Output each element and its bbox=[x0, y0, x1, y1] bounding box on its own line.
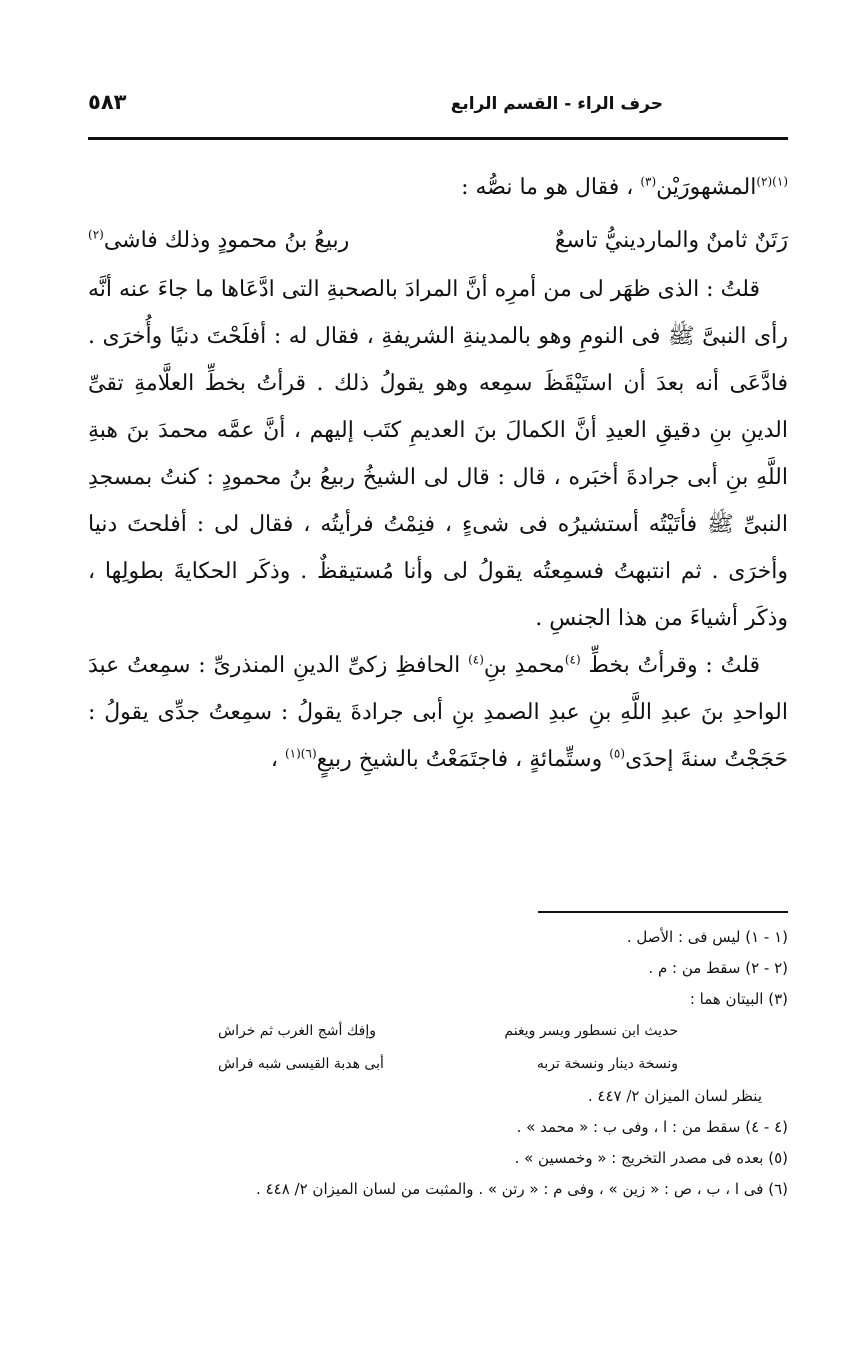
footnote-4: (٤ - ٤) سقط من : ا ، وفى ب : « محمد » . bbox=[516, 1118, 788, 1136]
footnote-3: (٣) البيتان هما : bbox=[689, 990, 788, 1008]
footnote-6: (٦) فى ا ، ب ، ص : « زين » ، وفى م : « رتن » . والمثبت من لسان الميزان ٢/ ٤٤٨ . bbox=[256, 1180, 788, 1198]
poem-verse bbox=[88, 217, 788, 264]
footnote-verse-1-a: حديث ابن نسطور ويسر ويغنم bbox=[504, 1023, 678, 1039]
header-rule bbox=[88, 137, 788, 140]
footnote-marker: (٥) bbox=[609, 746, 626, 761]
footnote-2: (٢ - ٢) سقط من : م . bbox=[648, 959, 788, 977]
footnote-verse-2 bbox=[88, 1048, 788, 1081]
footnote-marker: (٤) bbox=[564, 652, 581, 667]
footnote-verse-1-b: وإفك أشج الغرب ثم خراش bbox=[218, 1023, 376, 1039]
footnotes bbox=[88, 922, 788, 1205]
paragraph-2-end: ، bbox=[270, 747, 278, 772]
footnote-marker: (١)(٢) bbox=[756, 174, 788, 189]
intro-word: المشهورَيْن bbox=[656, 175, 757, 200]
verse-second-text: ربيعُ بنُ محمودٍ وذلك فاشى bbox=[103, 228, 350, 253]
footnote-marker: (٤) bbox=[468, 652, 484, 667]
paragraph-2-d: وستِّمائةٍ ، فاجتَمَعْتُ بالشيخِ ربيعٍ bbox=[316, 747, 603, 772]
footnote-1: (١ - ١) ليس فى : الأصل . bbox=[626, 928, 788, 946]
paragraph-2 bbox=[88, 642, 788, 783]
paragraph-2-a: قلتُ : وقرأتُ بخطِّ bbox=[588, 653, 761, 678]
main-text bbox=[88, 164, 788, 783]
footnote-marker: (٣) bbox=[640, 174, 657, 189]
footnote-verse-2-b: أبى هدبة القيسى شبه فراش bbox=[218, 1056, 384, 1072]
paragraph-2-c: الحافظِ زكىِّ الدينِ المنذرىِّ : سمِعتُ عبدَ الواحدِ بنَ عبدِ اللَّهِ بنِ عبدِ الصمدِ بنِ أبى جرادةَ يقولُ : سمِعتُ جدِّى يقولُ : حَجَجْتُ سنةَ إحدَى bbox=[88, 653, 788, 772]
footnote-marker: (٦)(١) bbox=[284, 746, 317, 761]
paragraph-2-b: محمدِ بنِ bbox=[483, 653, 565, 678]
verse-second-hemistich bbox=[88, 217, 349, 264]
intro-line bbox=[88, 164, 788, 211]
footnote-5: (٥) بعده فى مصدر التخريج : « وخمسين » . bbox=[514, 1149, 788, 1167]
intro-rest: ، فقال هو ما نصُّه : bbox=[461, 175, 634, 200]
page-number: ٥٨٣ bbox=[88, 90, 127, 114]
page-header bbox=[88, 88, 788, 132]
footnote-verse-1 bbox=[88, 1015, 788, 1048]
running-title: حرف الراء - القسم الرابع bbox=[450, 94, 663, 114]
footnote-3-reference: ينظر لسان الميزان ٢/ ٤٤٧ . bbox=[587, 1087, 762, 1105]
paragraph-1: قلتُ : الذى ظهَر لى من أمرِه أنَّ المرادَ بالصحبةِ التى ادَّعَاها ما جاءَ عنه أنَّه رأى النبىَّ ﷺ فى النومِ وهو بالمدينةِ الشريفةِ ، فقال له : أفلَحْتَ دنيًا وأُخرَى . فادَّعَى أنه بعدَ أن استَيْقَظَ سمِعه وهو يقولُ ذلك . قرأتُ بخطِّ العلَّامةِ تقىِّ الدينِ بنِ دقيقِ العيدِ أنَّ الكمالَ بنَ العديمِ كتَب إليهم ، أنَّ عمَّه محمدَ بنَ هبةِ اللَّهِ بنِ أبى جرادةَ أخبَره ، قال : قال لى الشيخُ ربيعُ بنُ محمودٍ : كنتُ بمسجدِ النبىِّ ﷺ فأتَيْتُه أستشيرُه فى شىءٍ ، فنِمْتُ فرأيتُه ، فقال لى : أفلحتَ دنيا وأخرَى . ثم انتبهتُ فسمِعتُه يقولُ لى وأنا مُستيقظٌ . وذكَر الحكايةَ بطولِها ، وذكَر أشياءَ من هذا الجنسِ . bbox=[88, 277, 788, 631]
footnote-rule bbox=[538, 911, 788, 913]
verse-first-hemistich: رَتَنٌ ثامنٌ والماردينيُّ تاسعٌ bbox=[554, 228, 788, 253]
footnote-verse-2-a: ونسخة دينار ونسخة تربه bbox=[536, 1056, 678, 1072]
footnote-marker: (٢) bbox=[88, 227, 104, 242]
